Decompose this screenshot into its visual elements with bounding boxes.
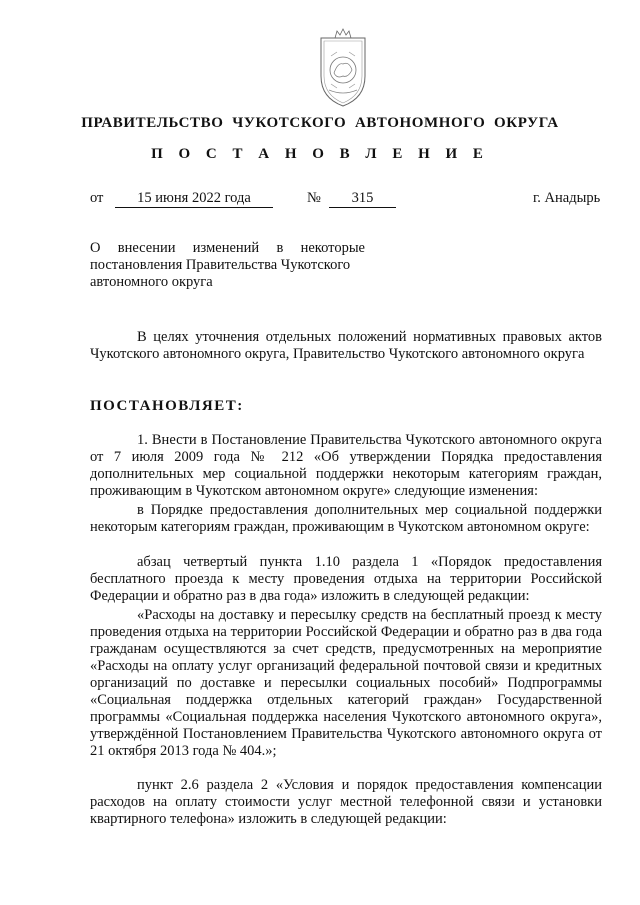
number-label: № bbox=[307, 190, 321, 206]
subject-line: постановления Правительства Чукотского bbox=[90, 257, 351, 273]
preamble-paragraph bbox=[90, 329, 602, 363]
coat-of-arms-emblem bbox=[307, 28, 379, 110]
body-paragraph-5 bbox=[90, 777, 602, 828]
preamble-text: В целях уточнения отдельных положений нормативных правовых актов Чукотского автономного округа, Правительство Чукотского автономного округа bbox=[90, 329, 602, 362]
body-paragraph-1 bbox=[90, 432, 602, 500]
paragraph-text: абзац четвертый пункта 1.10 раздела 1 «Порядок предоставления бесплатного проезда к месту проведения отдыха на территории Российской Федерации и обратно раз в два года» изложить в следующей редакции: bbox=[90, 554, 602, 604]
decree-meta-row bbox=[0, 190, 640, 210]
body-paragraph-4 bbox=[90, 607, 602, 760]
paragraph-text: в Порядке предоставления дополнительных мер социальной поддержки некоторым категориям граждан, проживающим в Чукотском автономном округе: bbox=[90, 502, 602, 535]
subject-line: О внесении изменений в некоторые bbox=[90, 240, 365, 256]
subject-line: автономного округа bbox=[90, 274, 213, 290]
paragraph-text: 1. Внести в Постановление Правительства Чукотского автономного округа от 7 июля 2009 года № 212 «Об утверждении Порядка предоставления дополнительных мер социальной поддержки некоторым категориям граждан, проживающим в Чукотском автономном округе» следующие изменения: bbox=[90, 432, 602, 499]
paragraph-text: «Расходы на доставку и пересылку средств на бесплатный проезд к месту проведения отдыха на территории Российской Федерации и обратно раз в два года гражданам осуществляются за счет средств, предусмотренных на мероприятие «Расходы на оплату услуг организаций федеральной почтовой связи и кредитных организаций по доставке и пересылки социальных пособий» Подпрограммы «Социальная поддержка отдельных категорий граждан» Государственной программы «Социальная поддержка населения Чукотского автономного округа», утверждённой Постановлением Правительства Чукотского автономного округа от 21 октября 2013 года № 404.»; bbox=[90, 607, 602, 759]
body-paragraph-2 bbox=[90, 502, 602, 536]
resolves-heading: ПОСТАНОВЛЯЕТ: bbox=[90, 398, 244, 414]
from-label: от bbox=[90, 190, 104, 206]
document-type-title: П О С Т А Н О В Л Е Н И Е bbox=[151, 146, 489, 162]
city-name: г. Анадырь bbox=[533, 190, 601, 206]
decree-number: 315 bbox=[329, 190, 396, 208]
government-title: ПРАВИТЕЛЬСТВО ЧУКОТСКОГО АВТОНОМНОГО ОКРУГА bbox=[81, 115, 559, 131]
decree-date: 15 июня 2022 года bbox=[115, 190, 273, 208]
paragraph-text: пункт 2.6 раздела 2 «Условия и порядок предоставления компенсации расходов на оплату стоимости услуг местной телефонной связи и установки квартирного телефона» изложить в следующей редакции: bbox=[90, 777, 602, 827]
body-paragraph-3 bbox=[90, 554, 602, 605]
decree-subject bbox=[90, 240, 365, 291]
